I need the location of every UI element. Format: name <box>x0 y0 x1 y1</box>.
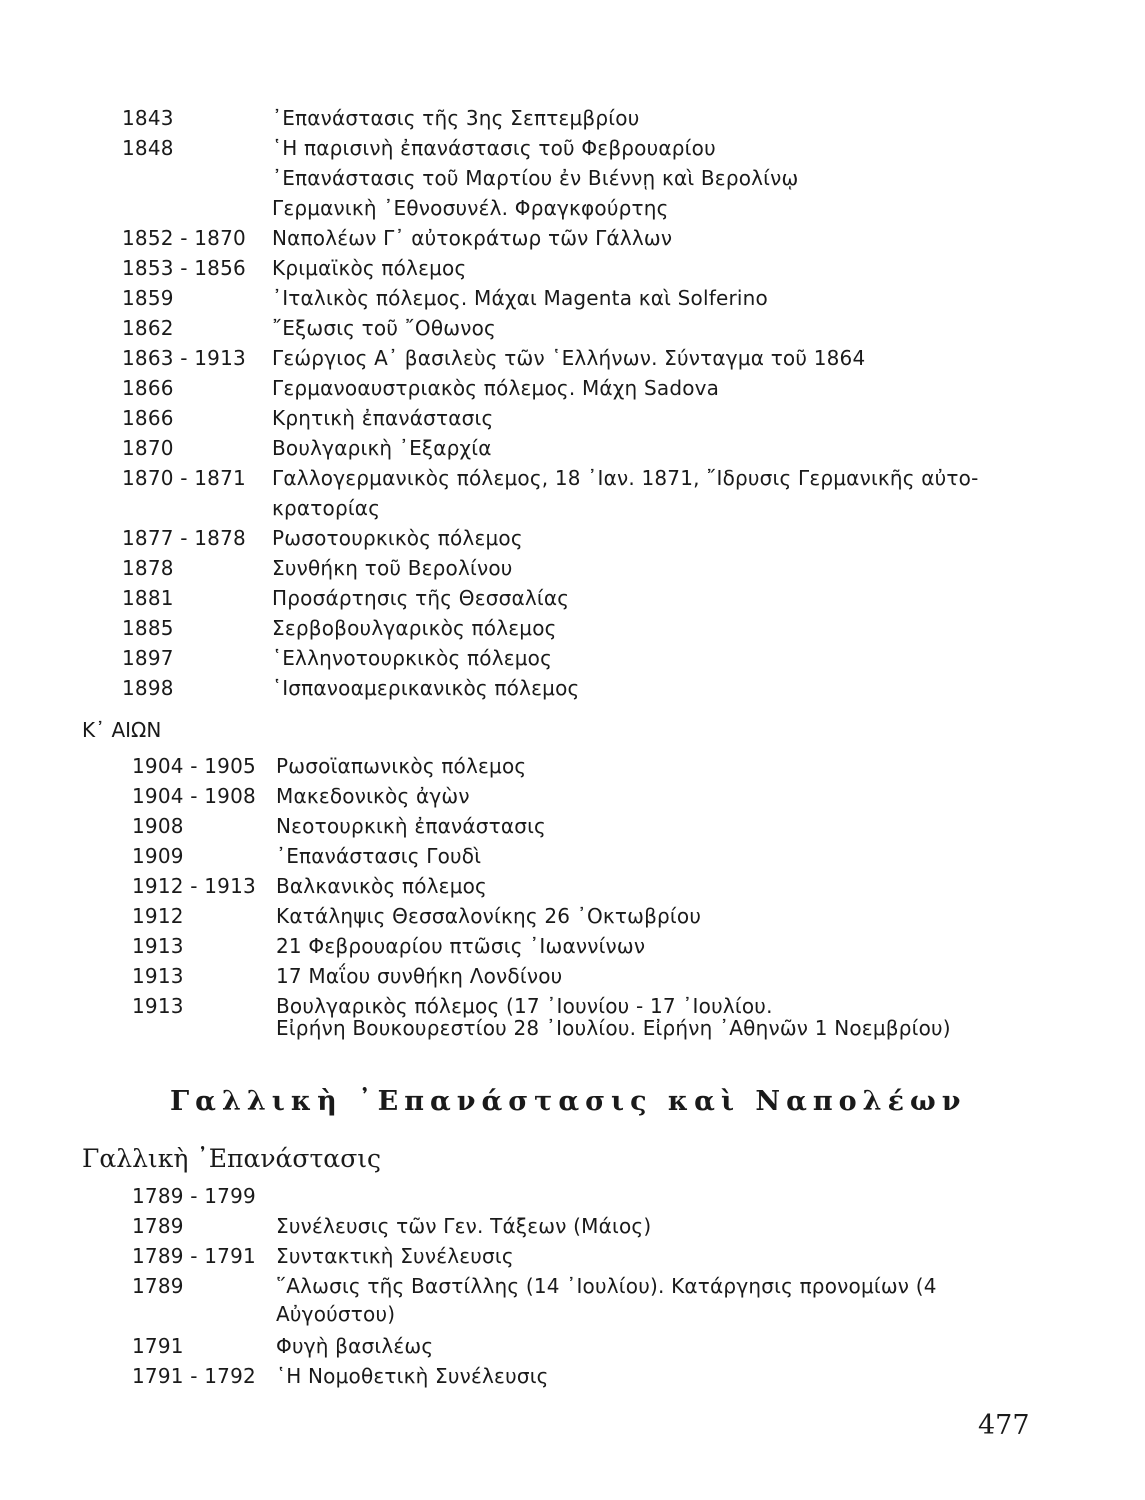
entry-text: Αὐγούστου) <box>276 1302 396 1326</box>
entry-text: ῞Αλωσις τῆς Βαστίλλης (14 ᾽Ιουλίου). Κατάργησις προνομίων (4 <box>276 1274 937 1298</box>
entry-date: 1877 - 1878 <box>122 526 246 550</box>
entry-text: ῾Η Νομοθετικὴ Συνέλευσις <box>276 1364 549 1388</box>
section-heading: Γαλλικὴ ᾽Επανάστασις <box>82 1144 382 1173</box>
entry-date: 1789 - 1799 <box>132 1184 256 1208</box>
entry-date: 1881 <box>122 586 174 610</box>
chapter-heading: Γαλλικὴ ᾽Επανάστασις καὶ Ναπολέων <box>170 1086 967 1117</box>
entry-text: 21 Φεβρουαρίου πτῶσις ᾽Ιωαννίνων <box>276 934 646 958</box>
entry-text: Συντακτικὴ Συνέλευσις <box>276 1244 514 1268</box>
entry-text: ῾Η παρισινὴ ἐπανάστασις τοῦ Φεβρουαρίου <box>272 136 716 160</box>
entry-text: Ναπολέων Γ᾽ αὐτοκράτωρ τῶν Γάλλων <box>272 226 673 250</box>
entry-text: Νεοτουρκικὴ ἐπανάστασις <box>276 814 547 838</box>
century-heading: Κ᾽ ΑΙΩΝ <box>82 718 162 742</box>
entry-text: Κατάληψις Θεσσαλονίκης 26 ᾽Οκτωβρίου <box>276 904 702 928</box>
entry-date: 1908 <box>132 814 184 838</box>
entry-text: Γερμανοαυστριακὸς πόλεμος. Μάχη Sadova <box>272 376 720 400</box>
entry-date: 1853 - 1856 <box>122 256 246 280</box>
entry-date: 1913 <box>132 934 184 958</box>
entry-text: Γεώργιος Α᾽ βασιλεὺς τῶν ῾Ελλήνων. Σύνταγμα τοῦ 1864 <box>272 346 866 370</box>
entry-text: ᾽Επανάστασις τῆς 3ης Σεπτεμβρίου <box>272 106 640 130</box>
entry-text: ῾Ελληνοτουρκικὸς πόλεμος <box>272 646 553 670</box>
entry-text: Βουλγαρικὸς πόλεμος (17 ᾽Ιουνίου - 17 ᾽Ιουλίου. <box>276 994 773 1018</box>
entry-text: ῎Εξωσις τοῦ ῎Οθωνος <box>272 316 496 340</box>
entry-date: 1791 - 1792 <box>132 1364 256 1388</box>
entry-text: ᾽Ιταλικὸς πόλεμος. Μάχαι Magenta καὶ Solferino <box>272 286 768 310</box>
entry-text: Σερβοβουλγαρικὸς πόλεμος <box>272 616 557 640</box>
entry-text: Γερμανικὴ ᾽Εθνοσυνέλ. Φραγκφούρτης <box>272 196 669 220</box>
entry-text: Ρωσοτουρκικὸς πόλεμος <box>272 526 523 550</box>
entry-text: Προσάρτησις τῆς Θεσσαλίας <box>272 586 570 610</box>
entry-text: Γαλλογερμανικὸς πόλεμος, 18 ᾽Ιαν. 1871, ῎Ιδρυσις Γερμανικῆς αὐτο- <box>272 466 979 490</box>
entry-date: 1859 <box>122 286 174 310</box>
entry-date: 1913 <box>132 994 184 1018</box>
entry-date: 1789 - 1791 <box>132 1244 256 1268</box>
entry-date: 1852 - 1870 <box>122 226 246 250</box>
entry-text: 17 Μαΐου συνθήκη Λονδίνου <box>276 964 563 988</box>
entry-text: Κρητικὴ ἐπανάστασις <box>272 406 494 430</box>
page-number: 477 <box>978 1410 1030 1441</box>
entry-date: 1870 - 1871 <box>122 466 246 490</box>
entry-text: Εἰρήνη Βουκουρεστίου 28 ᾽Ιουλίου. Εἰρήνη ᾽Αθηνῶν 1 Νοεμβρίου) <box>276 1016 951 1040</box>
entry-text: ῾Ισπανοαμερικανικὸς πόλεμος <box>272 676 580 700</box>
entry-text: Συνθήκη τοῦ Βερολίνου <box>272 556 513 580</box>
entry-text: Συνέλευσις τῶν Γεν. Τάξεων (Μάιος) <box>276 1214 652 1238</box>
entry-text: Κριμαϊκὸς πόλεμος <box>272 256 467 280</box>
entry-date: 1848 <box>122 136 174 160</box>
entry-date: 1789 <box>132 1214 184 1238</box>
entry-date: 1870 <box>122 436 174 460</box>
entry-date: 1898 <box>122 676 174 700</box>
entry-text: Ρωσοϊαπωνικὸς πόλεμος <box>276 754 527 778</box>
entry-date: 1791 <box>132 1334 184 1358</box>
entry-date: 1909 <box>132 844 184 868</box>
entry-date: 1878 <box>122 556 174 580</box>
entry-date: 1843 <box>122 106 174 130</box>
entry-text: Φυγὴ βασιλέως <box>276 1334 434 1358</box>
entry-text: ᾽Επανάστασις τοῦ Μαρτίου ἐν Βιέννῃ καὶ Βερολίνῳ <box>272 166 799 190</box>
entry-date: 1897 <box>122 646 174 670</box>
entry-date: 1904 - 1905 <box>132 754 256 778</box>
entry-date: 1789 <box>132 1274 184 1298</box>
entry-text: ᾽Επανάστασις Γουδὶ <box>276 844 482 868</box>
entry-text: Βουλγαρικὴ ᾽Εξαρχία <box>272 436 492 460</box>
entry-date: 1862 <box>122 316 174 340</box>
entry-text: Μακεδονικὸς ἀγὼν <box>276 784 470 808</box>
entry-date: 1863 - 1913 <box>122 346 246 370</box>
entry-date: 1912 - 1913 <box>132 874 256 898</box>
entry-text: κρατορίας <box>272 496 381 520</box>
entry-date: 1912 <box>132 904 184 928</box>
entry-date: 1904 - 1908 <box>132 784 256 808</box>
entry-date: 1866 <box>122 376 174 400</box>
entry-text: Βαλκανικὸς πόλεμος <box>276 874 487 898</box>
entry-date: 1885 <box>122 616 174 640</box>
entry-date: 1866 <box>122 406 174 430</box>
entry-date: 1913 <box>132 964 184 988</box>
